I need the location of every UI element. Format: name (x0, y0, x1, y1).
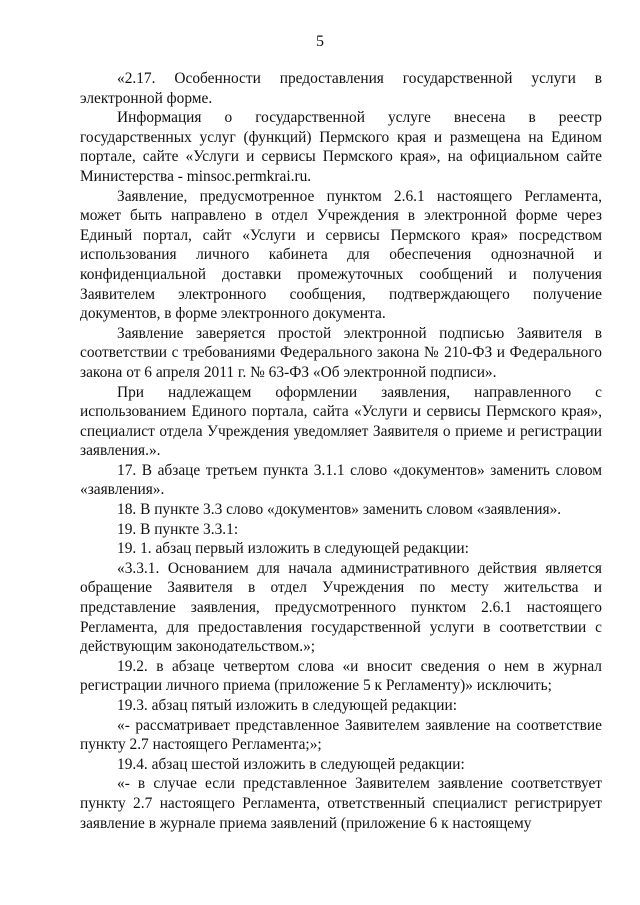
paragraph-item-19-2: 19.2. в абзаце четвертом слова «и вносит сведения о нем в журнал регистрации личного приема (приложение 5 к Регламенту)» исключить; (80, 657, 602, 695)
paragraph-registry-info: Информация о государственной услуге внесена в реестр государственных услуг (функций) Пермского края и размещена на Едином портале, сайте «Услуги и сервисы Пермского края», на официальном сайте Министерства - minsoc.permkrai.ru. (80, 109, 602, 185)
paragraph-electronic-signature: Заявление заверяется простой электронной подписью Заявителя в соответствии с требованиями Федерального закона № 210-ФЗ и Федерального закона от 6 апреля 2011 г. № 63-ФЗ «Об электронной подписи». (80, 324, 602, 381)
paragraph-electronic-submission: Заявление, предусмотренное пунктом 2.6.1 настоящего Регламента, может быть направлено в отдел Учреждения в электронной форме через Единый портал, сайт «Услуги и сервисы Пермского края» посредством использования личного кабинета для обеспечения однозначной и конфиденциальной доставки промежуточных сообщений и получения Заявителем электронного сообщения, подтверждающего получение документов, в форме электронного документа. (80, 187, 602, 323)
paragraph-2-17-heading: «2.17. Особенности предоставления государственной услуги в электронной форме. (80, 70, 602, 107)
paragraph-3-3-1-text: «3.3.1. Основанием для начала административного действия является обращение Заявителя в отдел Учреждения по месту жительства и представление заявления, предусмотренного пунктом 2.6.1 настоящего Регламента, для предоставления государственной услуги в соответствии с действующим законодательством.»; (80, 559, 602, 656)
paragraph-item-19-3-text: «- рассматривает представленное Заявителем заявление на соответствие пункту 2.7 настоящего Регламента;»; (80, 716, 602, 754)
paragraph-notification: При надлежащем оформлении заявления, направленного с использованием Единого портала, сайта «Услуги и сервисы Пермского края», специалист отдела Учреждения уведомляет Заявителя о приеме и регистрации заявления.». (80, 383, 602, 460)
paragraph-item-19: 19. В пункте 3.3.1: (117, 520, 239, 538)
page-number: 5 (316, 33, 324, 50)
paragraph-item-19-3: 19.3. абзац пятый изложить в следующей редакции: (117, 697, 458, 714)
paragraph-item-17: 17. В абзаце третьем пункта 3.1.1 слово «документов» заменить словом «заявления». (80, 461, 602, 499)
paragraph-item-18: 18. В пункте 3.3 слово «документов» заменить словом «заявления». (117, 501, 562, 519)
paragraph-item-19-4: 19.4. абзац шестой изложить в следующей редакции: (117, 755, 465, 773)
paragraph-item-19-4-text: «- в случае если представленное Заявителем заявление соответствует пункту 2.7 настоящего Регламента, ответственный специалист регистрирует заявление в журнале приема заявлений (приложение 6 к настоящему (80, 775, 602, 832)
paragraph-item-19-1: 19. 1. абзац первый изложить в следующей редакции: (117, 540, 469, 558)
document-body (80, 69, 602, 833)
